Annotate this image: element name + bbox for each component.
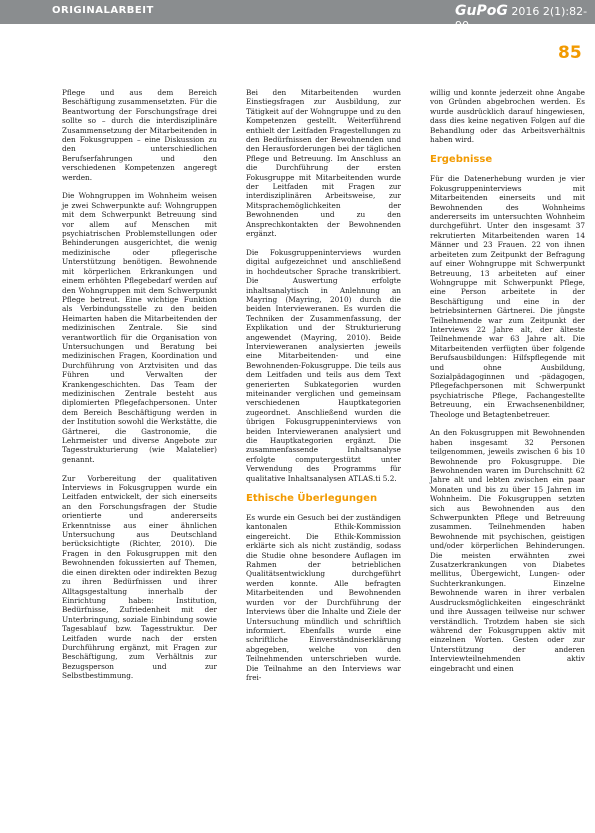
section-heading-results: Ergebnisse	[430, 154, 493, 166]
text-column-3	[430, 88, 585, 682]
paragraph: Die Fokusgruppeninterviews wurden digital aufgezeichnet und anschließend in hochdeutscher Sprache transkribiert. Die Auswertung erfolgte inhaltsanalytisch in Anlehnung an Mayring (Mayring, 2010) durch die beiden Intervieweranen. Es wurden die Techniken der Zusammenfassung, der Explikation und der Strukturierung angewendet (Mayring, 2010). Beide Intervieweranen analysierten jeweils eine Mitarbeitenden- und eine Bewohnenden-Fokusgruppe. Die teils aus dem Leitfaden und teils aus dem Text generierten Subkategorien wurden miteinander verglichen und gemeinsam verschiedenen Hauptkategorien zugeordnet. Anschließend wurden die übrigen Fokusgruppeninterviews von beiden Intervieweranen analysiert und die Hauptkategorien ergänzt. Die zusammenfassende Inhaltsanalyse erfolgte computergestützt unter Verwendung des Programms für qualitative Inhaltsanalysen ATLAS.ti 5.2.	[246, 247, 401, 483]
paragraph: Die Wohngruppen im Wohnheim weisen je zwei Schwerpunkte auf: Wohngruppen mit dem Schwerpunkt Betreuung sind vor allem auf Menschen mit psychiatrischen Problemstellungen oder Behinderungen ausgerichtet, die wenig medizinische oder pflegerische Unterstützung benötigen. Bewohnende mit körperlichen Erkrankungen und einem erhöhten Pflegebedarf werden auf den Wohngruppen mit dem Schwerpunkt Pflege betreut. Eine wichtige Funktion als Verbindungsstelle zu den beiden Heimarten haben die Mitarbeitenden der medizinischen Zentrale. Sie sind verantwortlich für die Organisation von Untersuchungen und Beratung bei medizinischen Fragen, Koordination und Durchführung von Arztvisiten und das Führen und Verwalten der Krankengeschichten. Das Team der medizinischen Zentrale besteht aus diplomierten Pflegefachpersonen. Unter dem Bereich Beschäftigung werden in der Institution sowohl die Werkstätte, die Gärtnerei, die Gastronomie, die Lehrmeister und diverse Angebote zur Tagesstrukturierung (wie Malatelier) genannt.	[62, 191, 217, 464]
text-column-2	[246, 88, 401, 692]
citation: 2016 2(1):82-90	[455, 5, 588, 32]
paragraph: Für die Datenerhebung wurden je vier Fokusgruppeninterviews mit Mitarbeitenden einerseits und mit Bewohnenden des Wohnheims andererseits im untersuchten Wohnheim durchgeführt. Unter den insgesamt 37 rekrutierten Mitarbeitenden waren 14 Männer und 23 Frauen. 22 von ihnen arbeiteten zum Zeitpunkt der Befragung auf einer Wohngruppe mit Schwerpunkt Betreuung, 13 arbeiteten auf einer Wohngruppe mit Schwerpunkt Pflege, eine Person arbeitete in der Beschäftigung und eine in der betriebsinternen Gärtnerei. Die jüngste Teilnehmende war zum Zeitpunkt der Interviews 22 Jahre alt, der älteste Teilnehmende war 63 Jahre alt. Die Mitarbeitenden verfügten über folgende Berufsausbildungen: Hilfspflegende mit und ohne Ausbildung, Sozialpädagoginnen und -pädagogen, Pflegefachpersonen mit Schwerpunkt psychiatrische Pflege, Fachangestellte Betreuung, ein Erwachsenenbildner, Theologe und Betagtenbetreuer.	[430, 174, 585, 419]
section-label: ORIGINALARBEIT	[52, 5, 154, 16]
paragraph: Zur Vorbereitung der qualitativen Interviews in Fokusgruppen wurde ein Leitfaden entwickelt, der sich einerseits an den Forschungsfragen der Studie orientierte und andererseits Erkenntnisse aus einer ähnlichen Untersuchung aus Deutschland berücksichtigte (Richter, 2010). Die Fragen in den Fokusgruppen mit den Bewohnenden fokussierten auf Themen, die einen direkten oder indirekten Bezug zu ihren Bedürfnissen und ihrer Alltagsgestaltung innerhalb der Einrichtung haben: Institution, Bedürfnisse, Zufriedenheit mit der Unterbringung, soziale Einbindung sowie Tagesablauf bzw. Tagesstruktur. Der Leitfaden wurde nach der ersten Durchführung ergänzt, mit Fragen zur Beschäftigung, zum Verhältnis zur Bezugsperson und zur Selbstbestimmung.	[62, 473, 217, 681]
journal-citation	[455, 3, 595, 32]
paragraph: Bei den Mitarbeitenden wurden Einstiegsfragen zur Ausbildung, zur Tätigkeit auf der Wohngruppe und zu den Kompetenzen gestellt. Weiterführend enthielt der Leitfaden Fragestellungen zu den Bedürfnissen der Bewohnenden und den Herausforderungen bei der täglichen Pflege und Betreuung. Im Anschluss an die Durchführung der ersten Fokusgruppe mit Mitarbeitenden wurde der Leitfaden mit Fragen zur interdisziplinären Arbeitsweise, zur Mitsprachemöglichkeiten der Bewohnenden und zu den Ansprechkontakten der Bewohnenden ergänzt.	[246, 88, 401, 239]
paragraph: An den Fokusgruppen mit Bewohnenden haben insgesamt 32 Personen teilgenommen, jeweils zwischen 6 bis 10 Bewohnende pro Fokusgruppe. Die Bewohnenden waren im Durchschnitt 62 Jahre alt und lebten zwischen ein paar Monaten und bis zu über 15 Jahren im Wohnheim. Die Fokusgruppen setzten sich aus Bewohnenden aus den Schwerpunkten Pflege und Betreuung zusammen. Teilnehmenden haben Bewohnende mit psychischen, geistigen und/oder körperlichen Behinderungen. Die meisten erwähnten zwei Zusatzerkrankungen von Diabetes mellitus, Übergewicht, Lungen- oder Suchterkrankungen. Einzelne Bewohnende waren in ihrer verbalen Ausdrucksmöglichkeiten eingeschränkt und ihre Aussagen teilweise nur schwer verständlich. Trotzdem haben sie sich während der Fokusgruppen aktiv mit einzelnen Worten. Gesten oder zur Unterstützung der anderen Interviewteilnehmenden aktiv eingebracht und einen	[430, 428, 585, 673]
text-column-1	[62, 88, 217, 690]
journal-name: GuPoG	[455, 3, 508, 19]
page-number: 85	[558, 43, 582, 63]
section-heading-ethics: Ethische Überlegungen	[246, 493, 378, 505]
paragraph: willig und konnte jederzeit ohne Angabe von Gründen abgebrochen werden. Es wurde ausdrücklich darauf hingewiesen, dass dies keine negativen Folgen auf die Behandlung oder das Arbeitsverhältnis haben wird.	[430, 88, 585, 145]
paragraph: Es wurde ein Gesuch bei der zuständigen kantonalen Ethik-Kommission eingereicht. Die Ethik-Kommission erklärte sich als nicht zuständig, sodass die Studie ohne besondere Auflagen im Rahmen der betrieblichen Qualitätsentwicklung durchgeführt werden konnte. Alle befragten Mitarbeitenden und Bewohnenden wurden vor der Durchführung der Interviews über die Inhalte und Ziele der Untersuchung mündlich und schriftlich informiert. Ebenfalls wurde eine schriftliche Einverständniserklärung abgegeben, welche von den Teilnehmenden unterschrieben wurde. Die Teilnahme an den Interviews war frei-	[246, 513, 401, 682]
paragraph: Pflege und aus dem Bereich Beschäftigung zusammensetzten. Für die Beantwortung der Forschungsfrage drei sollte so – durch die interdisziplinäre Zusammensetzung der Mitarbeitenden in den Fokusgruppen – eine Diskussion zu den unterschiedlichen Berufserfahrungen und den verschiedenen Kompetenzen angeregt werden.	[62, 88, 217, 182]
header-bar	[0, 0, 595, 32]
